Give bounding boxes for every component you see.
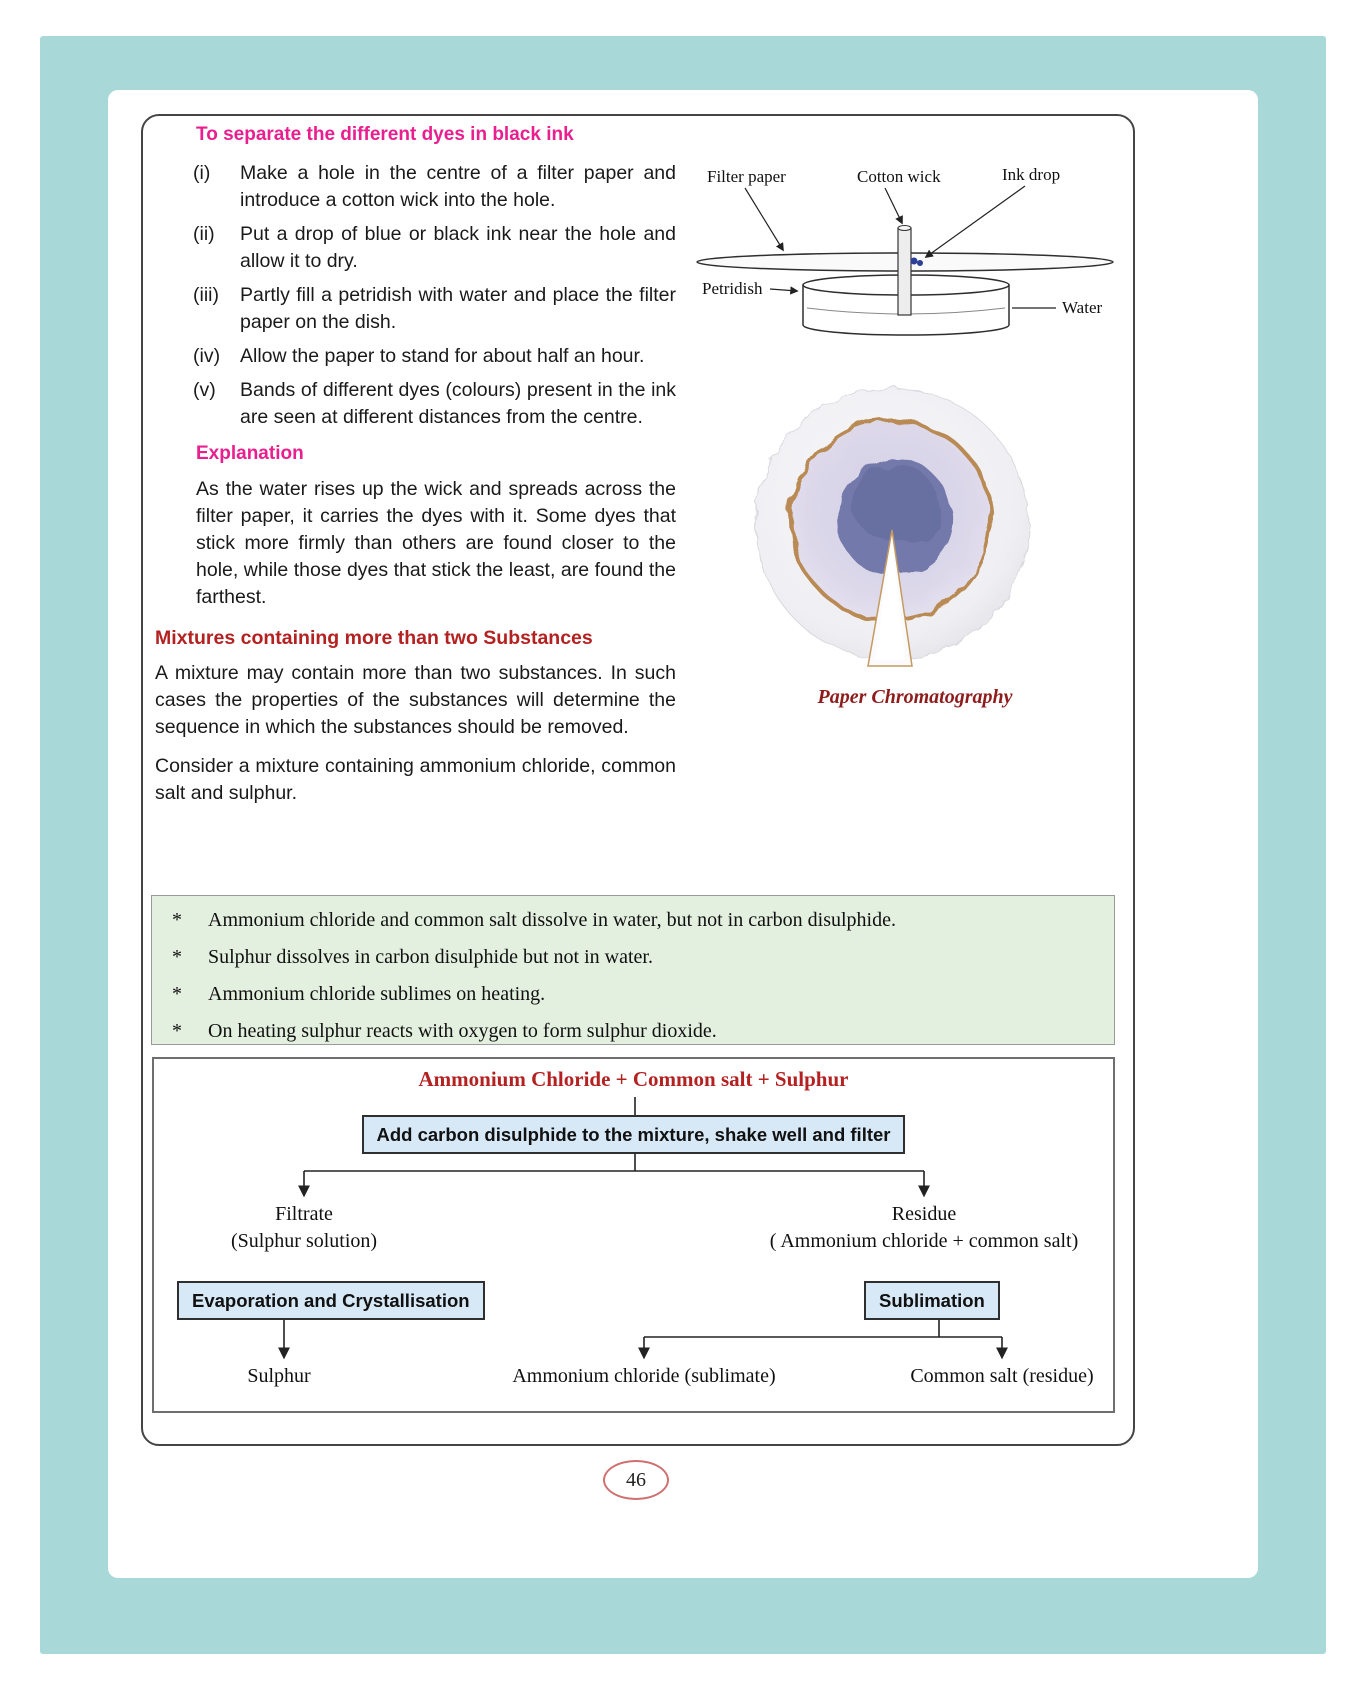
list-item-text: Allow the paper to stand for about half an hour. bbox=[240, 345, 645, 367]
mixtures-paragraph-1: A mixture may contain more than two substances. In such cases the properties of the substances will determine the sequence in which the substances should be removed. bbox=[155, 662, 676, 738]
residue-label bbox=[770, 1201, 1078, 1255]
list-item bbox=[152, 1018, 1114, 1044]
flowchart-step-box: Add carbon disulphide to the mixture, shake well and filter bbox=[362, 1115, 906, 1154]
filtrate-title: Filtrate bbox=[275, 1203, 333, 1225]
bullet-asterisk: * bbox=[172, 983, 182, 1005]
flowchart-title: Ammonium Chloride + Common salt + Sulphur bbox=[418, 1067, 849, 1091]
explanation-heading: Explanation bbox=[196, 443, 304, 464]
water-label: Water bbox=[1062, 298, 1103, 317]
list-item-number: (iii) bbox=[193, 284, 219, 306]
list-item bbox=[152, 907, 1114, 933]
result-sulphur: Sulphur bbox=[247, 1365, 311, 1387]
cotton-wick-shape bbox=[898, 226, 911, 316]
petridish-label: Petridish bbox=[702, 279, 763, 298]
list-item bbox=[155, 377, 676, 431]
list-item bbox=[155, 160, 676, 214]
residue-title: Residue bbox=[891, 1203, 957, 1225]
list-item-text: Bands of different dyes (colours) present in the ink are seen at different distances from the centre. bbox=[240, 379, 676, 428]
note-text: Ammonium chloride and common salt dissolve in water, but not in carbon disulphide. bbox=[208, 909, 896, 931]
mixtures-paragraph-2: Consider a mixture containing ammonium chloride, common salt and sulphur. bbox=[155, 755, 676, 804]
note-text: Ammonium chloride sublimes on heating. bbox=[208, 983, 546, 1005]
list-item bbox=[155, 343, 676, 370]
list-item-text: Partly fill a petridish with water and place the filter paper on the dish. bbox=[240, 284, 676, 333]
separation-flowchart bbox=[152, 1057, 1115, 1413]
list-item bbox=[152, 944, 1114, 970]
key-points-box bbox=[151, 895, 1115, 1045]
list-item bbox=[152, 981, 1114, 1007]
filtrate-label bbox=[231, 1201, 377, 1255]
bullet-asterisk: * bbox=[172, 1020, 182, 1042]
list-item-number: (i) bbox=[193, 162, 211, 184]
list-item-number: (iv) bbox=[193, 345, 221, 367]
mixtures-heading: Mixtures containing more than two Substances bbox=[155, 627, 593, 649]
list-item-text: Put a drop of blue or black ink near the hole and allow it to dry. bbox=[240, 223, 676, 272]
bullet-asterisk: * bbox=[172, 946, 182, 968]
filtrate-subtitle: (Sulphur solution) bbox=[230, 1230, 378, 1252]
text-column bbox=[155, 118, 676, 819]
chromatography-apparatus-diagram bbox=[690, 150, 1135, 365]
filter-paper-label: Filter paper bbox=[707, 167, 786, 186]
photo-caption: Paper Chromatography bbox=[817, 686, 1013, 708]
note-text: Sulphur dissolves in carbon disulphide but not in water. bbox=[208, 946, 653, 968]
result-ammonium-chloride: Ammonium chloride (sublimate) bbox=[512, 1365, 776, 1387]
section-title: To separate the different dyes in black ink bbox=[196, 124, 574, 145]
sublimation-box: Sublimation bbox=[864, 1281, 1000, 1320]
ink-drop-label: Ink drop bbox=[1002, 165, 1061, 184]
evaporation-crystallisation-box: Evaporation and Crystallisation bbox=[177, 1281, 485, 1320]
cotton-wick-label: Cotton wick bbox=[857, 167, 941, 186]
list-item bbox=[155, 221, 676, 275]
list-item-text: Make a hole in the centre of a filter paper and introduce a cotton wick into the hole. bbox=[240, 162, 676, 211]
residue-subtitle: ( Ammonium chloride + common salt) bbox=[769, 1230, 1079, 1252]
chromatography-photo bbox=[742, 382, 1042, 672]
list-item bbox=[155, 282, 676, 336]
list-item-number: (v) bbox=[193, 379, 216, 401]
list-item-number: (ii) bbox=[193, 223, 215, 245]
page-number: 46 bbox=[603, 1460, 669, 1500]
note-text: On heating sulphur reacts with oxygen to form sulphur dioxide. bbox=[208, 1020, 717, 1042]
explanation-paragraph: As the water rises up the wick and spreads across the filter paper, it carries the dyes with it. Some dyes that stick more firmly than others are found closer to the hole, while those dyes that stick the least, are found the farthest. bbox=[196, 478, 676, 608]
bullet-asterisk: * bbox=[172, 909, 182, 931]
result-common-salt: Common salt (residue) bbox=[910, 1365, 1094, 1387]
